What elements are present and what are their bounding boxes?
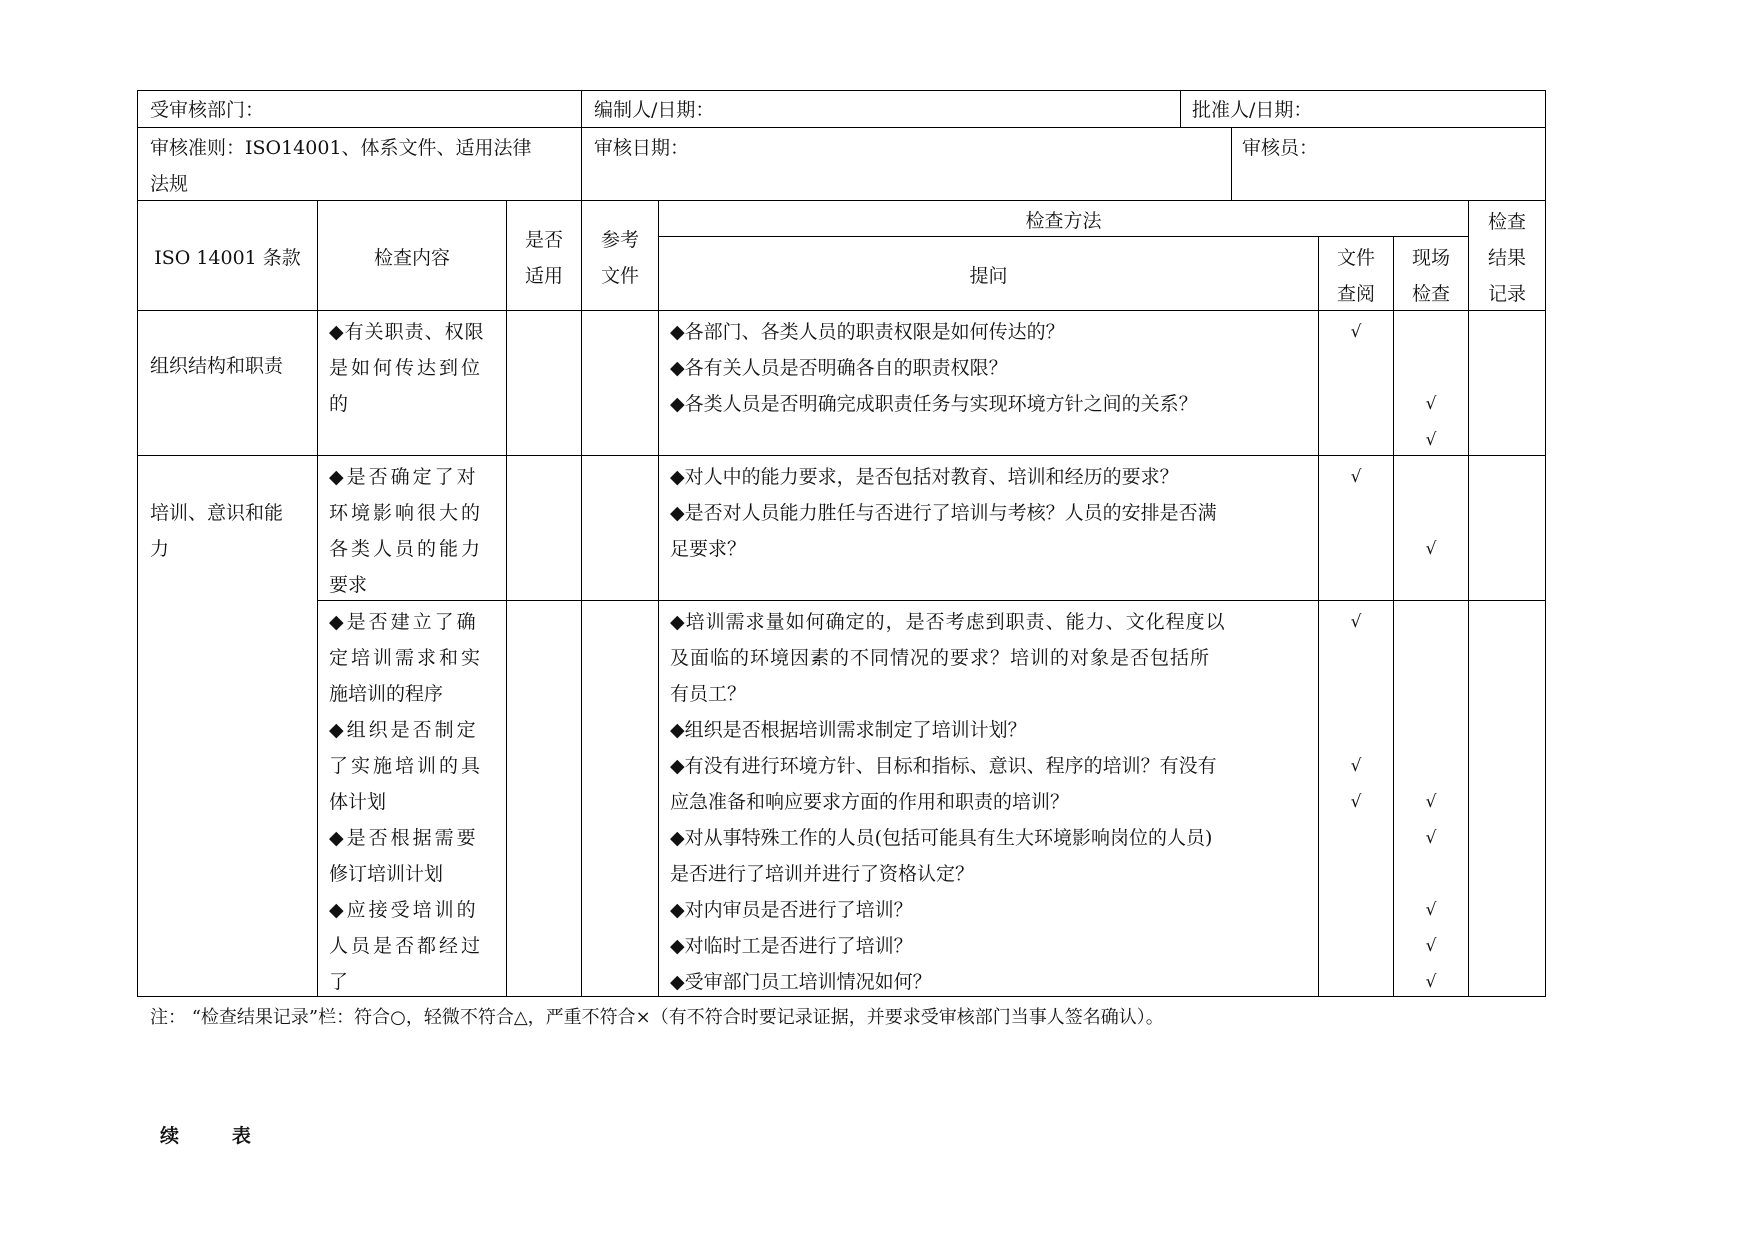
question-cell: ◆各有关人员是否明确各自的职责权限？ [670, 357, 1008, 379]
doc-review-check: √ [1350, 756, 1362, 776]
content-cell: 体计划 [329, 791, 387, 813]
site-check-mark: √ [1425, 539, 1437, 559]
table-rule [1468, 200, 1469, 996]
content-cell: 要求 [329, 574, 368, 596]
table-rule [137, 200, 1545, 201]
doc-review-check: √ [1350, 322, 1362, 342]
content-cell: ◆应接受培训的 [329, 899, 479, 921]
prepared-by-label: 编制人/日期： [594, 99, 715, 121]
question-cell: ◆对从事特殊工作的人员(包括可能具有生大环境影响岗位的人员) [670, 827, 1213, 849]
content-cell: ◆是否确定了对 [329, 466, 479, 488]
content-cell: 施培训的程序 [329, 683, 444, 705]
content-cell: 了实施培训的具 [329, 755, 484, 777]
content-cell: ◆是否根据需要 [329, 827, 479, 849]
col-reference-header: 文件 [600, 265, 639, 287]
question-cell: ◆对内审员是否进行了培训？ [670, 899, 913, 921]
table-border-top [137, 90, 1545, 91]
content-cell: ◆组织是否制定 [329, 719, 479, 741]
table-rule [1180, 90, 1181, 127]
site-check-mark: √ [1425, 936, 1437, 956]
table-rule [317, 200, 318, 996]
col-result-header: 检查 [1487, 211, 1526, 233]
col-doc-review-header: 查阅 [1336, 283, 1375, 305]
question-cell: ◆各类人员是否明确完成职责任务与实现环境方针之间的关系？ [670, 393, 1198, 415]
col-content-header: 检查内容 [373, 247, 450, 269]
site-check-mark: √ [1425, 792, 1437, 812]
site-check-mark: √ [1425, 828, 1437, 848]
content-cell: 是如何传达到位 [329, 357, 484, 379]
site-check-mark: √ [1425, 394, 1437, 414]
col-clause-header: ISO 14001 条款 [154, 247, 301, 269]
content-cell: 人员是否都经过 [329, 935, 484, 957]
question-cell: ◆组织是否根据培训需求制定了培训计划？ [670, 719, 1027, 741]
question-cell: ◆是否对人员能力胜任与否进行了培训与考核？人员的安排是否满 [670, 502, 1217, 524]
col-method-header: 检查方法 [1025, 210, 1102, 232]
content-cell: ◆是否建立了确 [329, 611, 479, 633]
col-result-header: 结果 [1487, 247, 1526, 269]
content-cell: 的 [329, 393, 349, 415]
clause-cell: 培训、意识和能 [150, 502, 284, 524]
audit-criteria-line1: 审核准则：ISO14001、体系文件、适用法律 [150, 137, 532, 159]
question-cell: ◆各部门、各类人员的职责权限是如何传达的？ [670, 321, 1065, 343]
content-cell: 环境影响很大的 [329, 502, 484, 524]
col-applicable-header: 是否 [524, 229, 563, 251]
col-site-check-header: 现场 [1411, 247, 1450, 269]
col-site-check-header: 检查 [1411, 283, 1450, 305]
col-doc-review-header: 文件 [1336, 247, 1375, 269]
question-cell: 足要求？ [670, 538, 747, 560]
col-reference-header: 参考 [600, 229, 639, 251]
content-cell: 定培训需求和实 [329, 647, 484, 669]
content-cell: 了 [329, 971, 349, 993]
question-cell: 应急准备和响应要求方面的作用和职责的培训？ [670, 791, 1070, 813]
question-cell: 及面临的环境因素的不同情况的要求？培训的对象是否包括所 [670, 647, 1211, 669]
table-rule [581, 200, 582, 996]
clause-cell: 组织结构和职责 [150, 355, 284, 377]
question-cell: 有员工？ [670, 683, 747, 705]
question-cell: ◆受审部门员工培训情况如何？ [670, 971, 932, 993]
approved-by-label: 批准人/日期： [1192, 99, 1313, 121]
question-cell: 是否进行了培训并进行了资格认定？ [670, 863, 975, 885]
table-rule [137, 455, 1545, 456]
question-cell: ◆对人中的能力要求，是否包括对教育、培训和经历的要求？ [670, 466, 1179, 488]
dept-label: 受审核部门： [150, 99, 265, 121]
doc-review-check: √ [1350, 792, 1362, 812]
table-rule [658, 200, 659, 996]
question-cell: ◆有没有进行环境方针、目标和指标、意识、程序的培训？有没有 [670, 755, 1217, 777]
col-question-header: 提问 [969, 265, 1008, 287]
table-rule [1393, 236, 1394, 996]
question-cell: ◆培训需求量如何确定的，是否考虑到职责、能力、文化程度以 [670, 611, 1226, 633]
question-cell: ◆对临时工是否进行了培训？ [670, 935, 913, 957]
audit-criteria-line2: 法规 [150, 173, 189, 195]
table-border-left [137, 90, 138, 997]
continued-heading: 续 表 [160, 1125, 251, 1147]
table-rule [506, 200, 507, 996]
clause-cell: 力 [150, 538, 170, 560]
table-rule [317, 600, 1545, 601]
col-applicable-header: 适用 [524, 265, 563, 287]
content-cell: 各类人员的能力 [329, 538, 484, 560]
col-result-header: 记录 [1487, 283, 1526, 305]
site-check-mark: √ [1425, 972, 1437, 992]
table-rule [1231, 127, 1232, 200]
legend-note: 注： “检查结果记录”栏：符合○，轻微不符合△，严重不符合×（有不符合时要记录证据，并要求受审核部门当事人签名确认）。 [150, 1007, 1164, 1028]
content-cell: 修订培训计划 [329, 863, 444, 885]
table-rule [581, 90, 582, 200]
site-check-mark: √ [1425, 430, 1437, 450]
doc-review-check: √ [1350, 612, 1362, 632]
table-border-right [1545, 90, 1546, 997]
auditor-label: 审核员： [1242, 137, 1319, 159]
doc-review-check: √ [1350, 467, 1362, 487]
site-check-mark: √ [1425, 900, 1437, 920]
table-rule [137, 127, 1545, 128]
audit-date-label: 审核日期： [594, 137, 690, 159]
content-cell: ◆有关职责、权限 [329, 321, 485, 343]
